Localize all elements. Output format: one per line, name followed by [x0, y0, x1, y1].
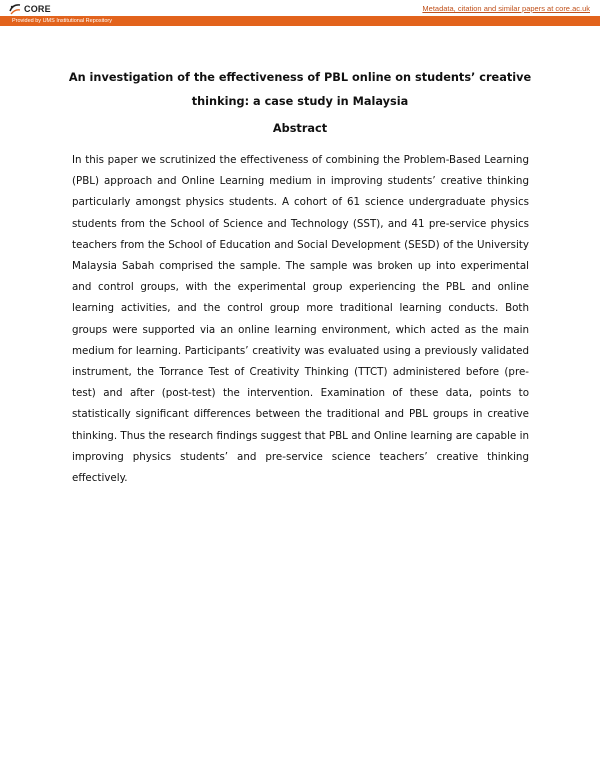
- core-logo-icon: [8, 2, 22, 16]
- abstract-body: In this paper we scrutinized the effectiveness of combining the Problem-Based Learning (PBL) approach and Online Learning medium in improving students’ creative thinking particularly amongst physics students. A cohort of 61 science undergraduate physics students from the School of Science and Technology (SST), and 41 pre-service physics teachers from the School of Education and Social Development (SESD) of the University Malaysia Sabah comprised the sample. The sample was broken up into experimental and control groups, with the experimental group experiencing the PBL and online learning activities, and the control group more traditional learning conducts. Both groups were supported via an online learning environment, which acted as the main medium for learning. Participants’ creativity was evaluated using a previously validated instrument, the Torrance Test of Creativity Thinking (TTCT) administered before (pre-test) and after (post-test) the intervention. Examination of these data, points to statistically significant differences between the traditional and PBL groups in creative thinking. Thus the research findings suggest that PBL and Online learning are capable in improving physics students’ and pre-service science teachers’ creative thinking effectively.: [72, 154, 529, 485]
- paper-title: An investigation of the effectiveness of PBL online on students’ creative thinking: a case study in Malaysia: [68, 71, 532, 108]
- provided-by-bar: [0, 16, 600, 26]
- core-brand-text: CORE: [24, 4, 51, 14]
- core-metadata-link[interactable]: Metadata, citation and similar papers at core.ac.uk: [422, 4, 590, 13]
- core-logo: [8, 2, 51, 16]
- provided-by-text: Provided by UMS Institutional Repository: [12, 18, 112, 24]
- abstract-heading: Abstract: [272, 122, 328, 135]
